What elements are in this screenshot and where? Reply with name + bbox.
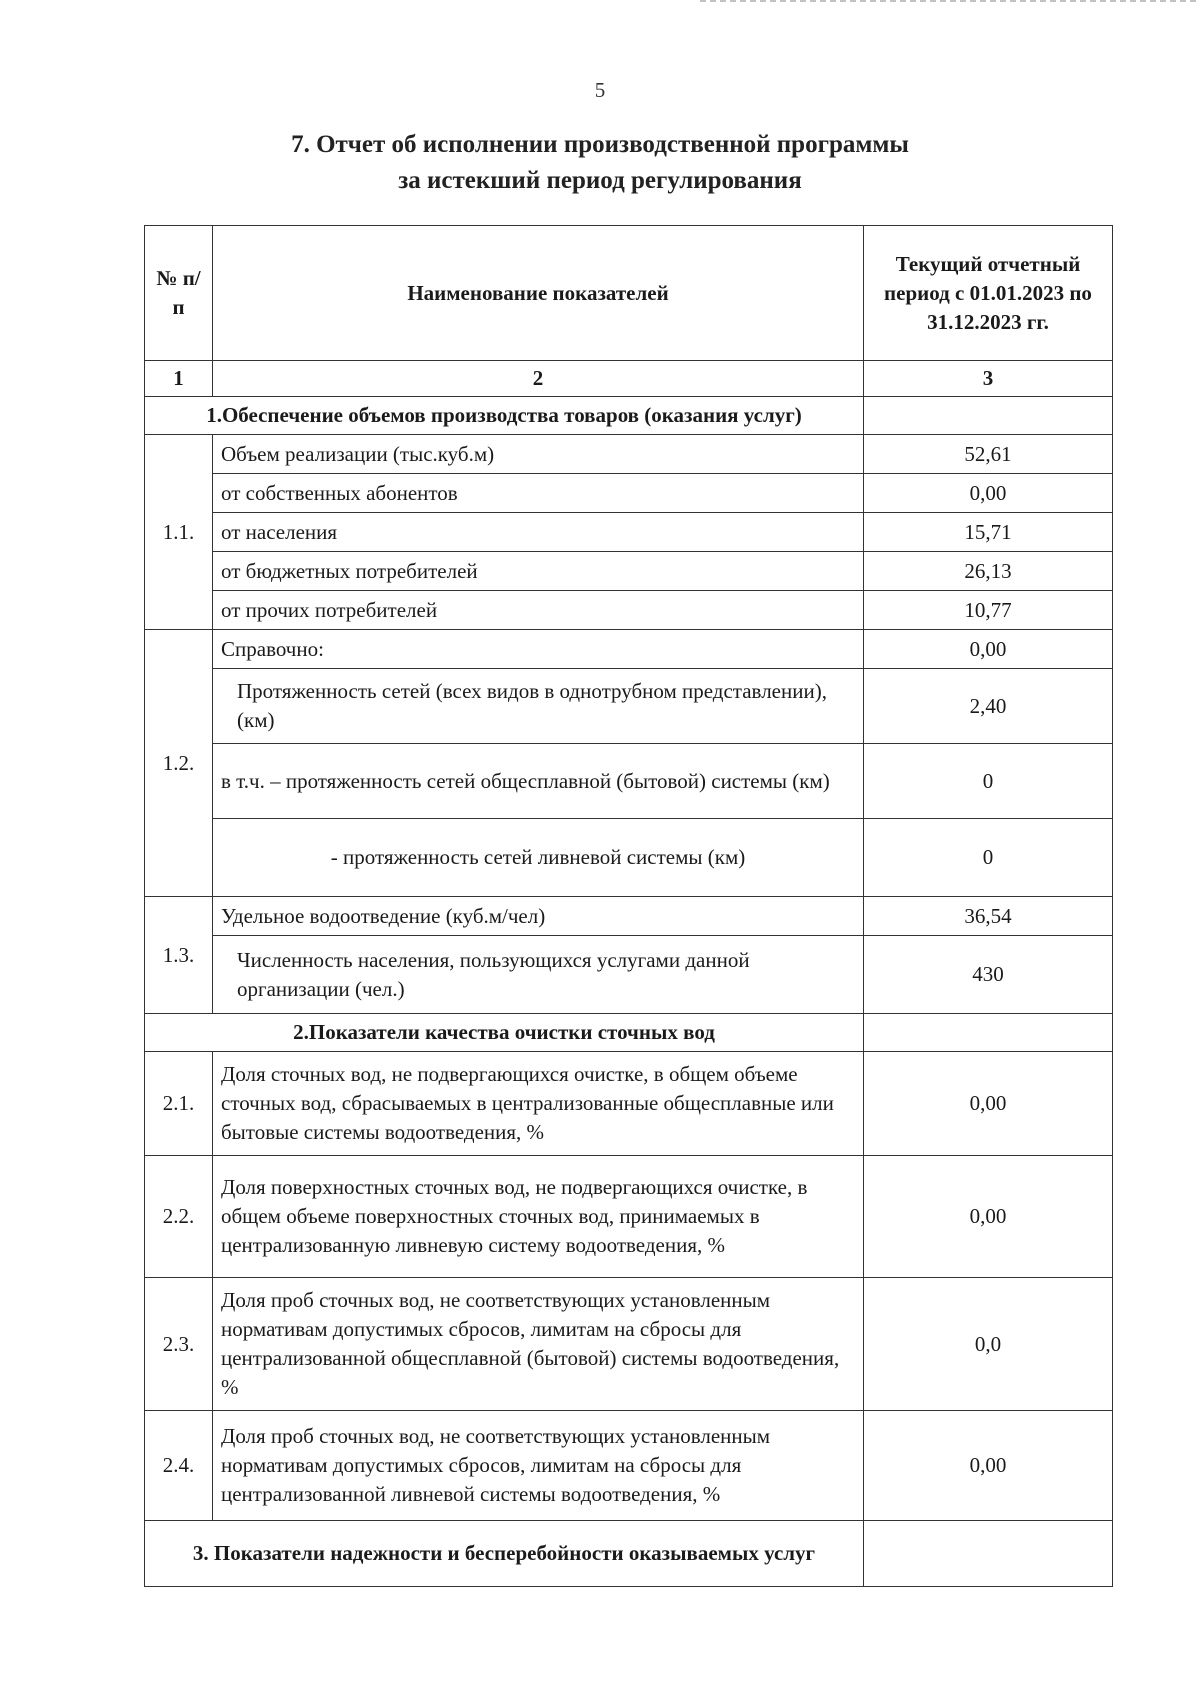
indicator-value: 26,13 — [864, 552, 1113, 591]
header-num: № п/п — [145, 226, 213, 361]
indicator-value: 15,71 — [864, 513, 1113, 552]
scan-edge-mark — [700, 0, 1200, 2]
indicator-name: Доля поверхностных сточных вод, не подвергающихся очистке, в общем объеме поверхностных сточных вод, принимаемых в централизованную ливневую систему водоотведения, % — [213, 1156, 864, 1278]
row-number: 2.4. — [145, 1411, 213, 1521]
indicator-value: 0,00 — [864, 474, 1113, 513]
table-row — [145, 513, 1113, 552]
section-1-title: 1.Обеспечение объемов производства товаров (оказания услуг) — [145, 397, 864, 435]
indicator-name: Удельное водоотведение (куб.м/чел) — [213, 897, 864, 936]
indicator-name: Объем реализации (тыс.куб.м) — [213, 435, 864, 474]
indicator-name: от бюджетных потребителей — [213, 552, 864, 591]
indicator-value: 0,00 — [864, 630, 1113, 669]
table-row — [145, 744, 1113, 819]
header-value: Текущий отчетный период с 01.01.2023 по 31.12.2023 гг. — [864, 226, 1113, 361]
table-row — [145, 591, 1113, 630]
table-row — [145, 669, 1113, 744]
table-row — [145, 936, 1113, 1014]
indicator-name: Численность населения, пользующихся услугами данной организации (чел.) — [213, 936, 864, 1014]
indicator-value: 0 — [864, 819, 1113, 897]
indicator-name: от собственных абонентов — [213, 474, 864, 513]
indicator-value: 0,00 — [864, 1052, 1113, 1156]
indicator-value: 430 — [864, 936, 1113, 1014]
indicator-name: от прочих потребителей — [213, 591, 864, 630]
title-line-1: 7. Отчет об исполнении производственной программы — [291, 131, 909, 158]
row-number: 1.2. — [145, 630, 213, 897]
section-3-title: 3. Показатели надежности и бесперебойности оказываемых услуг — [145, 1521, 864, 1587]
section-row — [145, 1014, 1113, 1052]
empty-cell — [864, 397, 1113, 435]
table-header-row — [145, 226, 1113, 361]
indicator-value: 0,00 — [864, 1411, 1113, 1521]
indicator-value: 36,54 — [864, 897, 1113, 936]
indicator-name: от населения — [213, 513, 864, 552]
table-row — [145, 1156, 1113, 1278]
row-number: 1.3. — [145, 897, 213, 1014]
section-2-title: 2.Показатели качества очистки сточных вод — [145, 1014, 864, 1052]
table-row — [145, 435, 1113, 474]
indicator-name: Доля проб сточных вод, не соответствующих установленным нормативам допустимых сбросов, лимитам на сбросы для централизованной ливневой системы водоотведения, % — [213, 1411, 864, 1521]
header-name: Наименование показателей — [213, 226, 864, 361]
table-row — [145, 630, 1113, 669]
row-number: 2.2. — [145, 1156, 213, 1278]
section-row — [145, 1521, 1113, 1587]
table-row — [145, 474, 1113, 513]
indicator-name: Справочно: — [213, 630, 864, 669]
indicator-value: 0,0 — [864, 1278, 1113, 1411]
indicator-value: 52,61 — [864, 435, 1113, 474]
column-numbers-row — [145, 361, 1113, 397]
column-number: 1 — [145, 361, 213, 397]
indicator-name: в т.ч. – протяженность сетей общесплавной (бытовой) системы (км) — [213, 744, 864, 819]
empty-cell — [864, 1521, 1113, 1587]
table-row — [145, 1278, 1113, 1411]
row-number: 1.1. — [145, 435, 213, 630]
indicator-value: 10,77 — [864, 591, 1113, 630]
section-row — [145, 397, 1113, 435]
indicator-value: 2,40 — [864, 669, 1113, 744]
table-row — [145, 552, 1113, 591]
table-row — [145, 1411, 1113, 1521]
indicator-value: 0,00 — [864, 1156, 1113, 1278]
page-number: 5 — [594, 78, 606, 102]
row-number: 2.1. — [145, 1052, 213, 1156]
table-row — [145, 819, 1113, 897]
title-line-2: за истекший период регулирования — [398, 167, 802, 194]
indicator-value: 0 — [864, 744, 1113, 819]
report-table — [144, 225, 1113, 1587]
indicator-name: Доля проб сточных вод, не соответствующих установленным нормативам допустимых сбросов, лимитам на сбросы для централизованной общесплавной (бытовой) системы водоотведения, % — [213, 1278, 864, 1411]
indicator-name: Протяженность сетей (всех видов в однотрубном представлении), (км) — [213, 669, 864, 744]
table-row — [145, 897, 1113, 936]
document-title — [0, 127, 1200, 199]
empty-cell — [864, 1014, 1113, 1052]
indicator-name: Доля сточных вод, не подвергающихся очистке, в общем объеме сточных вод, сбрасываемых в централизованные общесплавные или бытовые системы водоотведения, % — [213, 1052, 864, 1156]
indicator-name: - протяженность сетей ливневой системы (км) — [213, 819, 864, 897]
row-number: 2.3. — [145, 1278, 213, 1411]
table-row — [145, 1052, 1113, 1156]
column-number: 2 — [213, 361, 864, 397]
column-number: 3 — [864, 361, 1113, 397]
